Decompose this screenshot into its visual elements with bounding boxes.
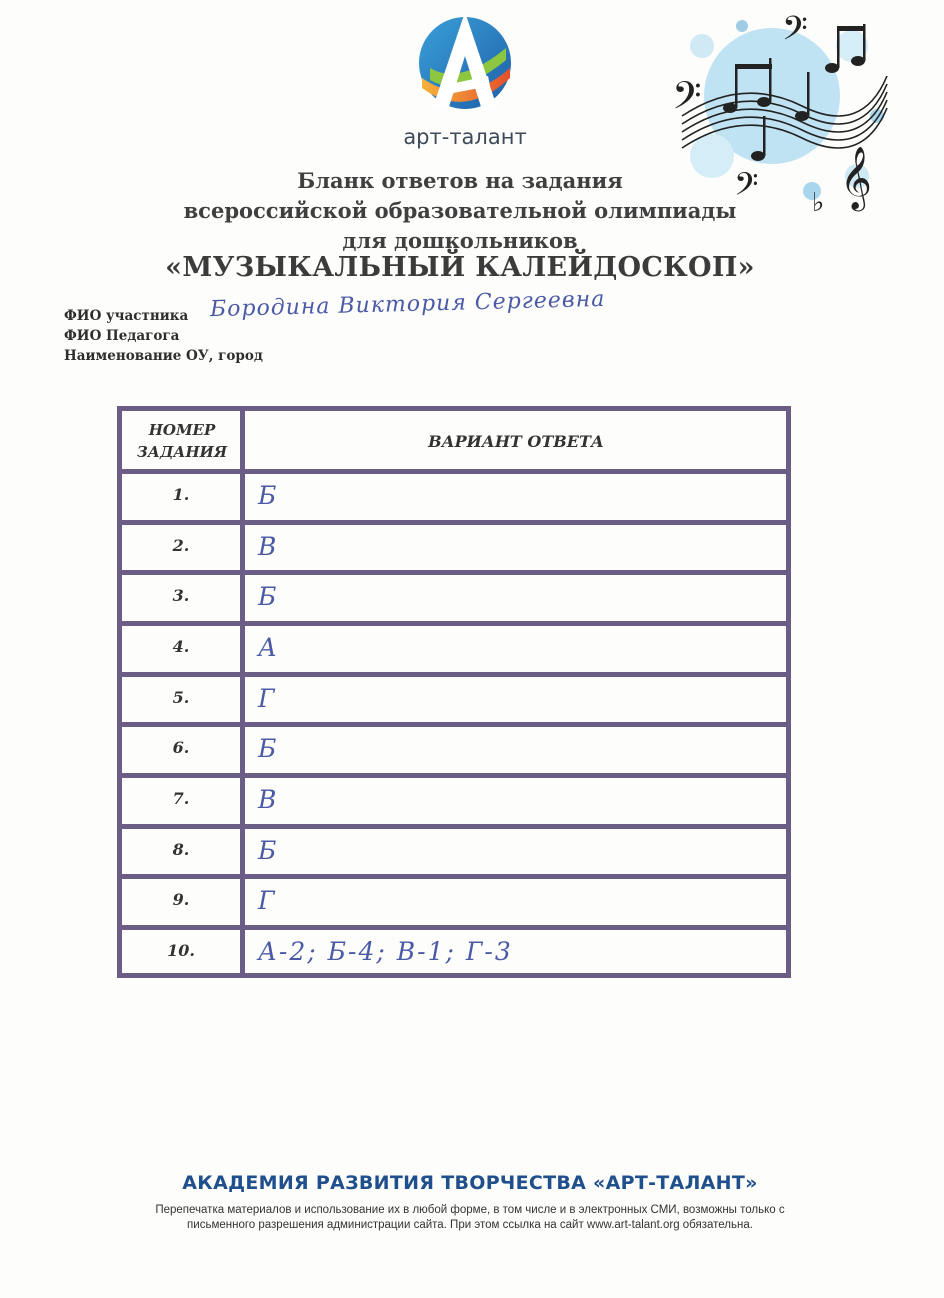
form-title	[150, 166, 770, 256]
task-number: 1.	[172, 485, 190, 504]
task-number: 3.	[172, 586, 190, 605]
header-task-number	[126, 419, 238, 463]
task-number: 10.	[167, 941, 195, 960]
title-line: для дошкольников	[342, 228, 578, 253]
title-line: Бланк ответов на задания	[297, 168, 623, 193]
svg-text:♭: ♭	[812, 188, 825, 216]
footer-title: АКАДЕМИЯ РАЗВИТИЯ ТВОРЧЕСТВА «АРТ-ТАЛАНТ»	[182, 1172, 758, 1194]
svg-text:𝄢: 𝄢	[782, 10, 808, 56]
header-answer: ВАРИАНТ ОТВЕТА	[428, 432, 604, 451]
answer-value: В	[258, 785, 277, 814]
olympiad-name: «МУЗЫКАЛЬНЫЙ КАЛЕЙДОСКОП»	[165, 252, 755, 283]
answer-value: Б	[258, 836, 277, 865]
task-number: 4.	[172, 637, 190, 656]
task-number: 7.	[172, 789, 190, 808]
answer-value: Г	[258, 886, 275, 915]
svg-text:𝄞: 𝄞	[840, 146, 872, 209]
art-talant-logo-icon	[410, 8, 520, 118]
task-number: 9.	[172, 890, 190, 909]
answer-value: Б	[258, 582, 277, 611]
table-divider	[240, 411, 245, 973]
answer-value: А-2; Б-4; В-1; Г-3	[258, 937, 513, 966]
svg-text:𝄢: 𝄢	[734, 166, 759, 210]
answer-value: В	[258, 532, 277, 561]
institution-label: Наименование ОУ, город	[64, 348, 263, 364]
participant-label: ФИО участника	[64, 308, 189, 324]
participant-value: Бородина Виктория Сергеевна	[209, 286, 606, 323]
answer-table	[117, 406, 791, 978]
header-task-number-line: НОМЕР	[148, 421, 216, 439]
logo-text: арт-талант	[403, 125, 527, 149]
svg-text:𝄢: 𝄢	[672, 73, 702, 127]
header-task-number-line: ЗАДАНИЯ	[136, 443, 228, 461]
footer-line: Перепечатка материалов и использование их в любой форме, в том числе и в электронных СМИ, возможны только с	[155, 1204, 785, 1216]
task-number: 8.	[172, 840, 190, 859]
answer-value: А	[258, 633, 277, 662]
title-line: всероссийской образовательной олимпиады	[183, 198, 737, 223]
answer-value: Б	[258, 734, 277, 763]
teacher-label: ФИО Педагога	[64, 328, 180, 344]
answer-value: Г	[258, 684, 275, 713]
footer-notice	[80, 1203, 860, 1233]
task-number: 5.	[172, 688, 190, 707]
answer-value: Б	[258, 481, 277, 510]
task-number: 2.	[172, 536, 190, 555]
task-number: 6.	[172, 738, 190, 757]
footer-line: письменного разрешения администрации сайта. При этом ссылка на сайт www.art-talant.org обязательна.	[187, 1219, 753, 1231]
